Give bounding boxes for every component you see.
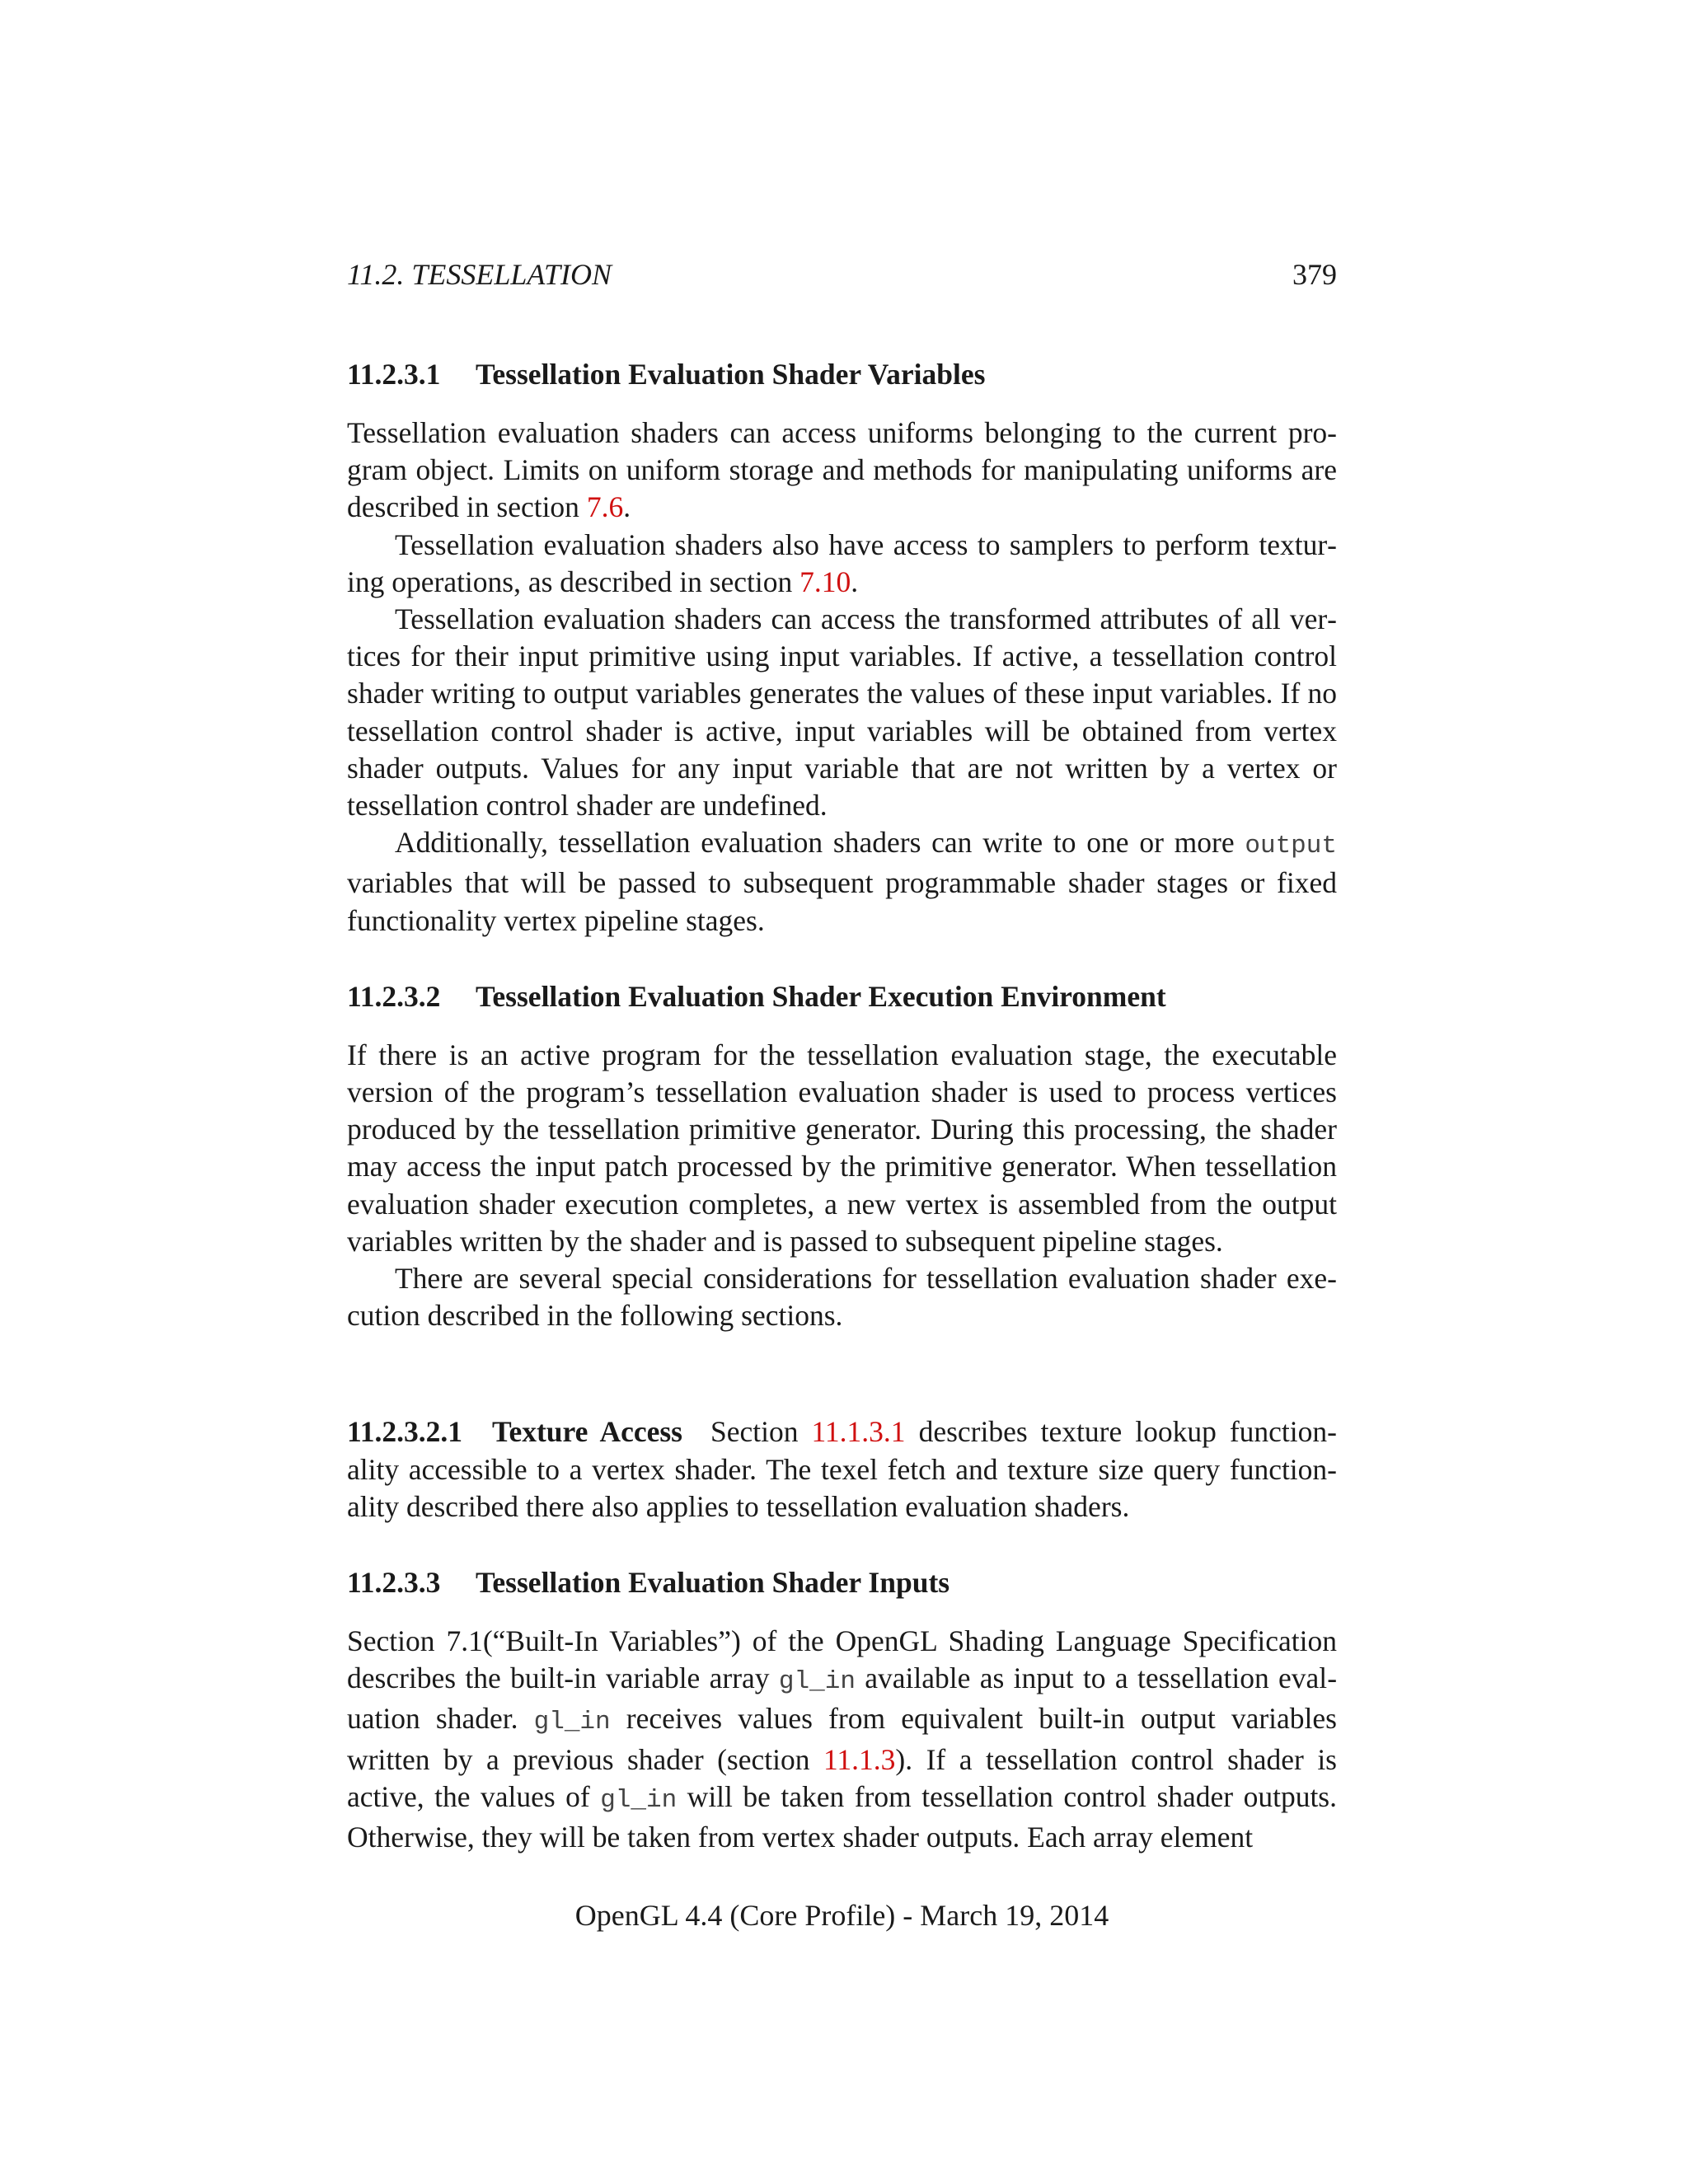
paragraph: There are several special considerations for tessellation evaluation shader execution described in the following sections. — [347, 1262, 1337, 1333]
paragraph-texture-access — [347, 1413, 1337, 1526]
header-section-title: 11.2. TESSELLATION — [347, 258, 612, 291]
paragraph-heading — [347, 1415, 710, 1448]
section-title: Tessellation Evaluation Shader Execution Environment — [476, 979, 1166, 1013]
text-run: Section — [710, 1415, 812, 1449]
section-number: 11.2.3.3 — [347, 1566, 441, 1600]
section-heading-11-2-3-3 — [347, 1564, 1337, 1601]
paragraph — [347, 1623, 1337, 1856]
section-link-11-1-3-1[interactable]: 11.1.3.1 — [811, 1415, 906, 1449]
text-run: variables that will be passed to subsequent programmable shader stages or fixed functionality vertex pipeline stages. — [347, 866, 1337, 937]
spacer — [347, 1334, 1337, 1413]
page-footer: OpenGL 4.4 (Core Profile) - March 19, 2014 — [574, 1899, 1109, 1932]
code-output: output — [1245, 832, 1337, 861]
text-run: Tessellation evaluation shaders can access uniforms belonging to the current program object. Limits on uniform storage and methods for manipulating uniforms are described in section — [347, 416, 1337, 524]
paragraph — [347, 415, 1337, 527]
paragraph: Tessellation evaluation shaders can access the transformed attributes of all vertices for their input primitive using input variables. If active, a tessellation control shader writing to output variables generates the values of these input variables. If no tessellation control shader is active, input variables will be obtained from vertex shader outputs. Values for any input variable that are not written by a vertex or tessellation control shader are undefined. — [347, 602, 1337, 823]
text-run: . — [851, 565, 859, 598]
text-run: available as input to a tessellation evaluation shader. — [347, 1661, 1338, 1736]
paragraph-number: 11.2.3.2.1 — [347, 1415, 463, 1449]
text-run: describes texture lookup functionality accessible to a vertex shader. The texel fetch and texture size query functionality described there also applies to tessellation evaluation shaders. — [347, 1415, 1337, 1523]
text-run: Section 7.1(“Built-In Variables”) of the OpenGL Shading Language Specification describes the built-in variable array — [347, 1624, 1337, 1695]
text-run: Additionally, tessellation evaluation shaders can write to one or more — [395, 826, 1245, 860]
text-run: . — [623, 490, 631, 524]
page-body — [347, 356, 1337, 1856]
text-run: Tessellation evaluation shaders also have access to samplers to perform texturing operations, as described in section — [347, 527, 1337, 598]
paragraph — [347, 824, 1337, 940]
section-title: Tessellation Evaluation Shader Inputs — [476, 1566, 950, 1600]
section-link-11-1-3[interactable]: 11.1.3 — [823, 1742, 896, 1776]
text-run: receives values from equivalent built-in output variables written by a previous shader (section — [347, 1702, 1337, 1776]
code-gl-in: gl_in — [533, 1708, 611, 1737]
paragraph-title: Texture Access — [492, 1415, 682, 1449]
section-title: Tessellation Evaluation Shader Variables — [476, 358, 986, 391]
code-gl-in: gl_in — [778, 1667, 856, 1697]
paragraph: If there is an active program for the tessellation evaluation stage, the executable version of the program’s tessellation evaluation shader is used to process vertices produced by the tessellation primitive generator. During this processing, the shader may access the input patch processed by the primitive generator. When tessellation evaluation shader execution completes, a new vertex is assembled from the output variables written by the shader and is passed to subsequent pipeline stages. — [347, 1038, 1337, 1258]
section-link-7-6[interactable]: 7.6 — [586, 490, 624, 524]
text-run: ). If a tessellation control shader is active, the values of — [347, 1742, 1337, 1813]
code-gl-in: gl_in — [600, 1785, 678, 1815]
section-heading-11-2-3-2 — [347, 978, 1337, 1015]
spacer — [347, 940, 1337, 978]
paragraph — [347, 527, 1337, 601]
spacer — [347, 1526, 1337, 1564]
section-number: 11.2.3.1 — [347, 358, 441, 391]
section-number: 11.2.3.2 — [347, 979, 441, 1013]
running-header — [347, 257, 1337, 298]
section-heading-11-2-3-1 — [347, 356, 1337, 393]
section-link-7-10[interactable]: 7.10 — [799, 565, 851, 598]
page-number: 379 — [1292, 258, 1337, 291]
text-run: will be taken from tessellation control shader outputs. Otherwise, they will be taken from vertex shader outputs. Each array element — [347, 1779, 1337, 1854]
